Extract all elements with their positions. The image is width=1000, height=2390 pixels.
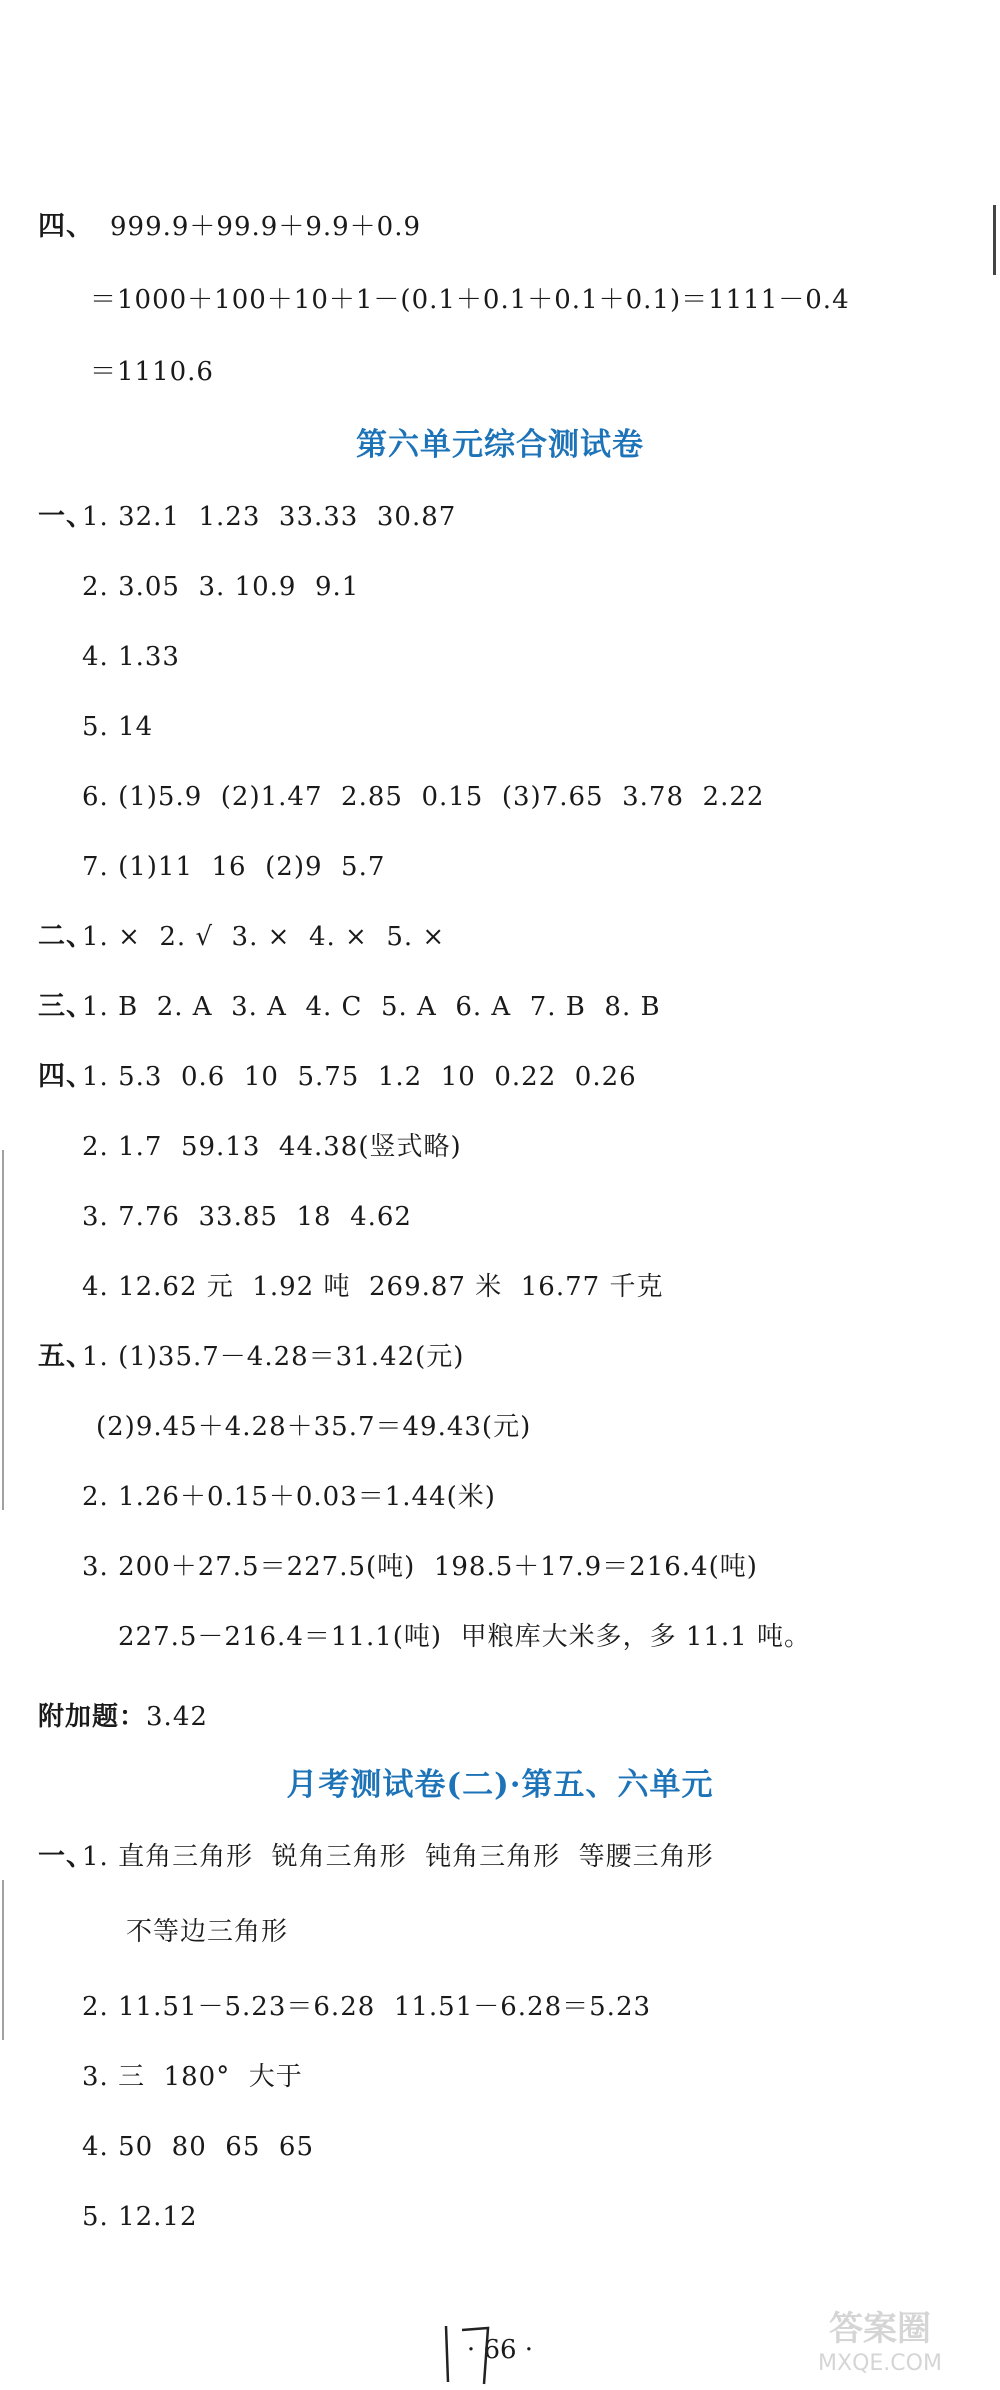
scan-edge-mark xyxy=(2,1150,4,1510)
unit6-q4-item: 2. 1.7 59.13 44.38(竖式略) xyxy=(82,1132,462,1162)
unit6-q5-item: 3. 200＋27.5＝227.5(吨) 198.5＋17.9＝216.4(吨) xyxy=(82,1552,758,1582)
unit6-q4-item: 4. 12.62 元 1.92 吨 269.87 米 16.77 千克 xyxy=(82,1272,664,1302)
svg-text:MXQE.COM: MXQE.COM xyxy=(818,2351,942,2376)
bonus-question xyxy=(38,1700,208,1734)
section4-result: ＝1110.6 xyxy=(90,357,214,387)
page-number: · 66 · xyxy=(466,2335,534,2365)
monthly-q1-item: 1. 直角三角形 锐角三角形 钝角三角形 等腰三角形 xyxy=(82,1842,714,1872)
monthly-q1-label: 一、 xyxy=(38,1841,94,1872)
unit6-q1-item: 4. 1.33 xyxy=(82,642,180,672)
unit6-q4-label: 四、 xyxy=(38,1061,94,1092)
scan-edge-mark xyxy=(993,205,996,275)
monthly-q1-item: 4. 50 80 65 65 xyxy=(82,2132,314,2162)
section4-step: ＝1000＋100＋10＋1－(0.1＋0.1＋0.1＋0.1)＝1111－0.4 xyxy=(90,285,850,315)
monthly-q1-item: 不等边三角形 xyxy=(126,1917,289,1947)
unit6-q5-label: 五、 xyxy=(38,1341,94,1372)
scan-edge-mark xyxy=(2,1880,4,2040)
unit6-q2: 1. × 2. √ 3. × 4. × 5. × xyxy=(82,922,446,952)
bonus-label: 附加题： xyxy=(38,1702,147,1732)
unit6-q5-item: 2. 1.26＋0.15＋0.03＝1.44(米) xyxy=(82,1482,496,1512)
unit6-title: 第六单元综合测试卷 xyxy=(356,427,644,463)
unit6-q5-item: (2)9.45＋4.28＋35.7＝49.43(元) xyxy=(96,1412,532,1442)
unit6-q1-label: 一、 xyxy=(38,501,94,532)
section4-label: 四、 xyxy=(38,211,94,242)
unit6-q1-item: 6. (1)5.9 (2)1.47 2.85 0.15 (3)7.65 3.78 2.22 xyxy=(82,782,765,812)
unit6-q3-label: 三、 xyxy=(38,991,94,1022)
watermark-logo xyxy=(780,2298,980,2378)
unit6-q5-item: 1. (1)35.7－4.28＝31.42(元) xyxy=(82,1342,465,1372)
handwritten-mark-icon xyxy=(440,2318,500,2388)
unit6-q2-label: 二、 xyxy=(38,921,94,952)
unit6-q5-item: 227.5－216.4＝11.1(吨) 甲粮库大米多，多 11.1 吨。 xyxy=(118,1622,811,1652)
unit6-q3: 1. B 2. A 3. A 4. C 5. A 6. A 7. B 8. B xyxy=(82,992,661,1022)
unit6-q4-item: 1. 5.3 0.6 10 5.75 1.2 10 0.22 0.26 xyxy=(82,1062,637,1092)
monthly-q1-item: 5. 12.12 xyxy=(82,2202,198,2232)
unit6-q1-item: 1. 32.1 1.23 33.33 30.87 xyxy=(82,502,457,532)
monthly-q1-item: 2. 11.51－5.23＝6.28 11.51－6.28＝5.23 xyxy=(82,1992,652,2022)
section4-expression: 999.9＋99.9＋9.9＋0.9 xyxy=(110,212,422,242)
unit6-q1-item: 2. 3.05 3. 10.9 9.1 xyxy=(82,572,360,602)
svg-text:答案圈: 答案圈 xyxy=(829,2309,931,2349)
bonus-answer: 3.42 xyxy=(146,1702,208,1732)
monthly-title: 月考测试卷(二)·第五、六单元 xyxy=(286,1767,714,1803)
unit6-q1-item: 5. 14 xyxy=(82,712,154,742)
monthly-q1-item: 3. 三 180° 大于 xyxy=(82,2062,303,2092)
unit6-q1-item: 7. (1)11 16 (2)9 5.7 xyxy=(82,852,386,882)
unit6-q4-item: 3. 7.76 33.85 18 4.62 xyxy=(82,1202,412,1232)
